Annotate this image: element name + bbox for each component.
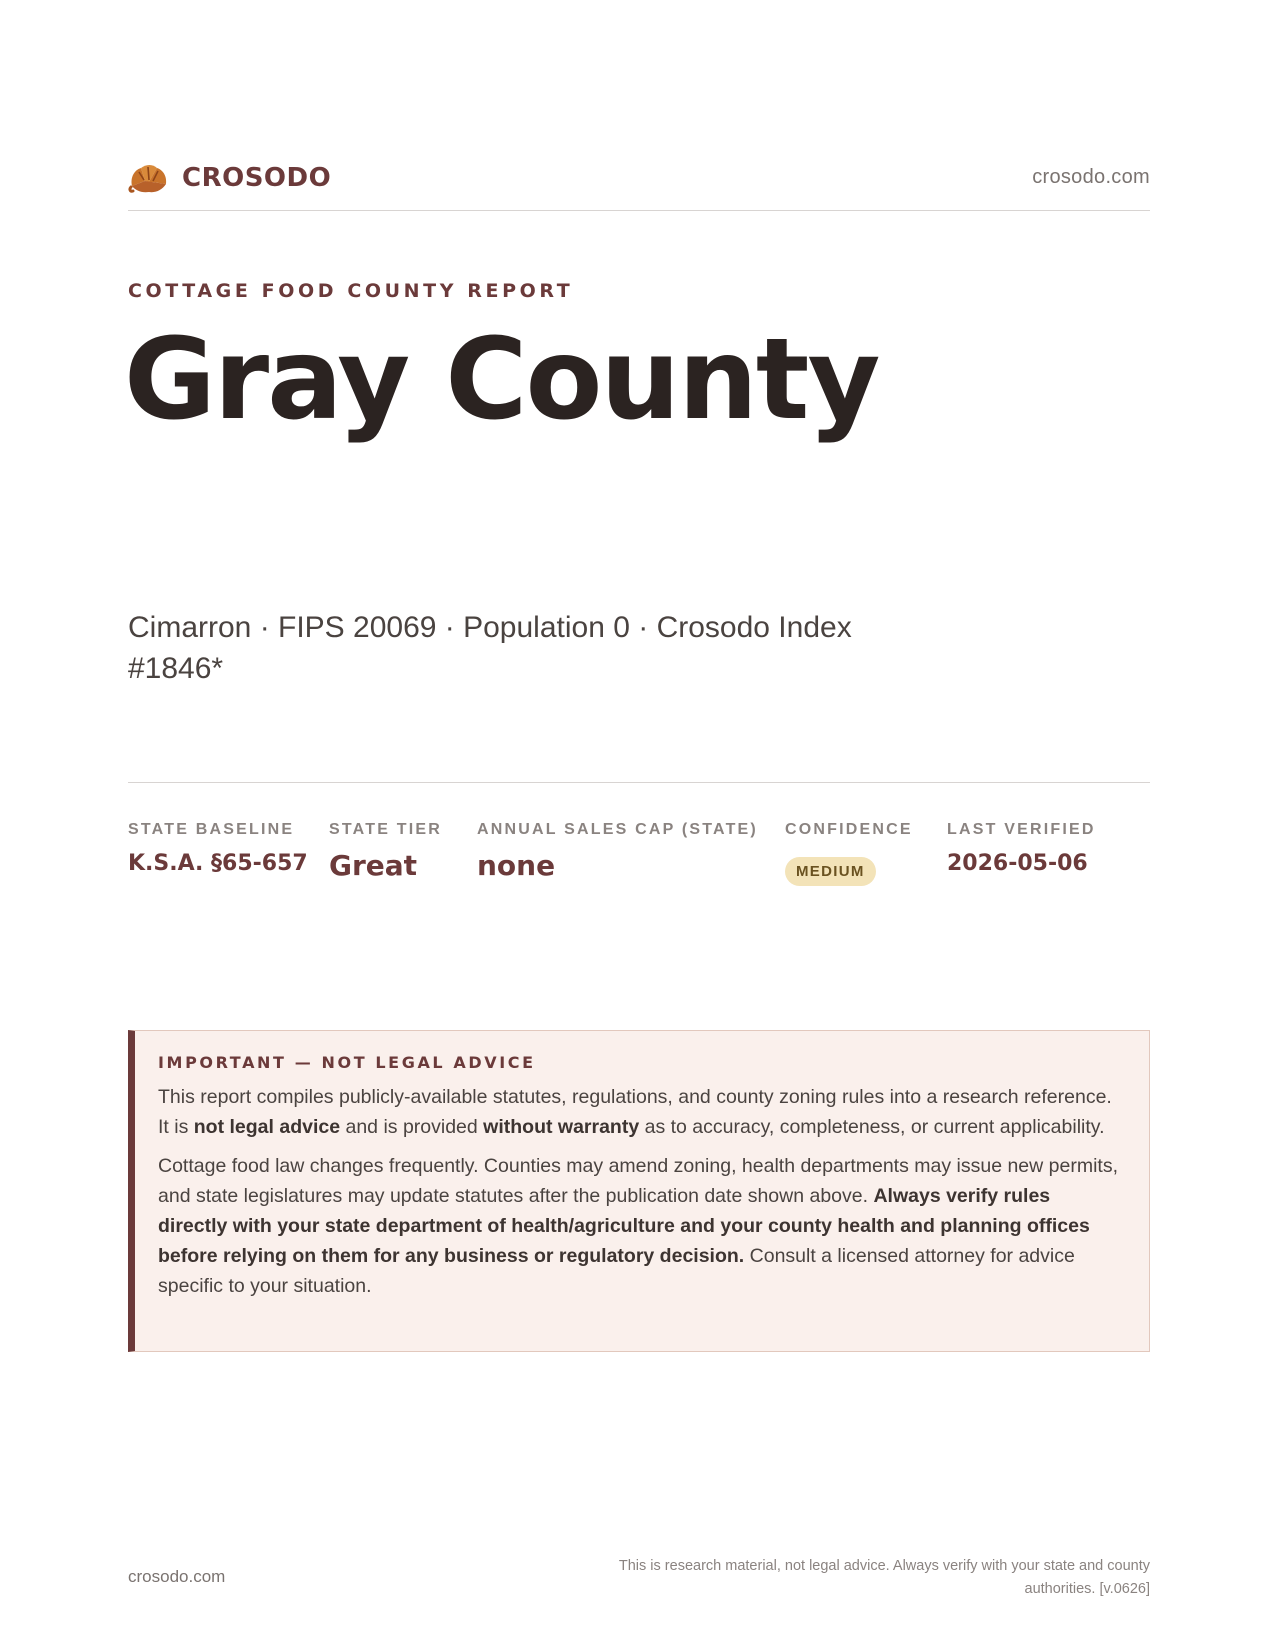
notice-emphasis: without warranty [483,1116,640,1138]
report-subtitle: Cimarron · FIPS 20069 · Population 0 · Crosodo Index #1846* [128,611,852,685]
brand-name: CROSODO [182,163,332,193]
stats-row [128,782,1150,913]
report-page [124,0,1150,1650]
brand[interactable] [128,160,331,196]
notice-paragraph-1 [158,1082,1123,1142]
stat-value: none [477,849,556,882]
stat-state-baseline [128,821,308,876]
header-url-link[interactable]: crosodo.com [1032,166,1150,188]
stat-confidence [785,821,913,886]
notice-text: This report compiles publicly-available statutes, regulations, and county zoning rules into a research reference. It is [158,1086,1112,1138]
confidence-badge: MEDIUM [785,857,876,886]
stat-value: K.S.A. §65-657 [128,851,308,876]
stat-value: Great [329,849,418,882]
croissant-icon [128,160,170,196]
notice-emphasis: Always verify rules directly with your state department of health/agriculture and your county health and planning offices before relying on them for any business or regulatory decision. [158,1185,1090,1267]
page-header [128,158,1150,211]
notice-paragraph-2 [158,1151,1123,1301]
notice-text: and is provided [340,1116,484,1138]
footer-disclaimer: This is research material, not legal advice. Always verify with your state and county authorities. [v.0626] [618,1558,1150,1597]
stat-label: STATE TIER [329,821,442,838]
stat-label: STATE BASELINE [128,821,295,838]
notice-emphasis: not legal advice [193,1116,341,1138]
stat-label: LAST VERIFIED [947,821,1096,838]
stat-label: ANNUAL SALES CAP (STATE) [477,821,758,838]
legal-notice [128,1030,1150,1352]
stat-state-tier [329,821,442,882]
footer-url-link[interactable]: crosodo.com [128,1567,226,1586]
stat-label: CONFIDENCE [785,821,913,838]
report-eyebrow: COTTAGE FOOD COUNTY REPORT [128,280,574,302]
notice-heading: IMPORTANT — NOT LEGAL ADVICE [158,1053,536,1072]
stat-annual-sales-cap [477,821,758,882]
stat-value: 2026-05-06 [947,851,1088,876]
stat-last-verified [947,821,1096,876]
notice-text: Cottage food law changes frequently. Counties may amend zoning, health departments may issue new permits, and state legislatures may update statutes after the publication date shown above. [158,1155,1118,1207]
notice-text: as to accuracy, completeness, or current applicability. [639,1116,1105,1138]
notice-text: Consult a licensed attorney for advice specific to your situation. [158,1245,1075,1297]
page-title: Gray County [124,315,879,445]
